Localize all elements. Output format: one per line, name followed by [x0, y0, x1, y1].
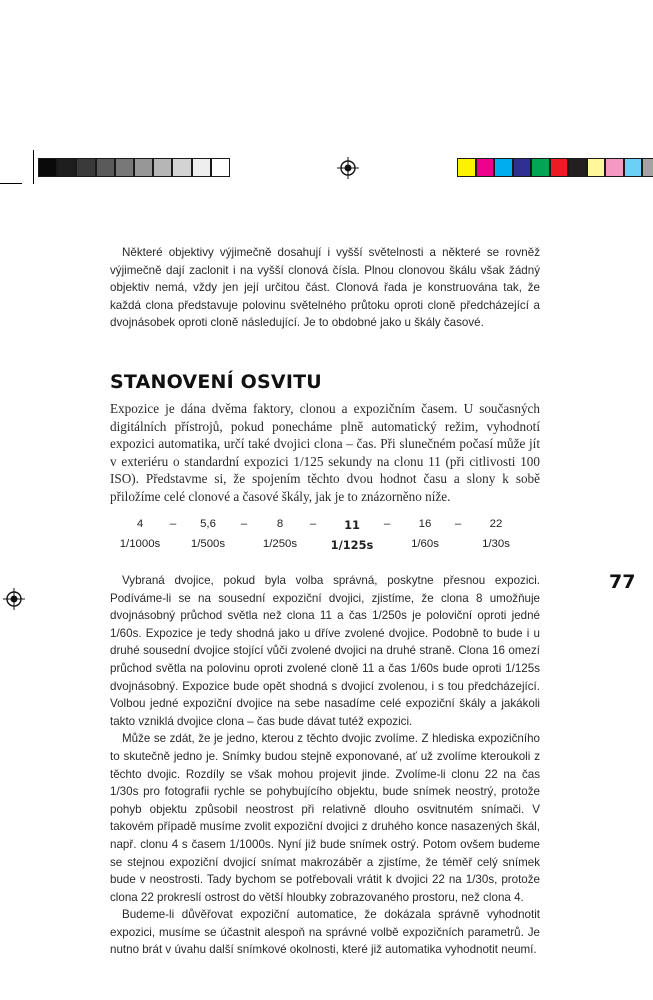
color-swatch: [550, 158, 569, 177]
color-swatch: [642, 158, 653, 177]
color-swatch: [457, 158, 476, 177]
gray-swatch: [76, 158, 95, 177]
color-swatch: [513, 158, 532, 177]
time-value-selected: 1/125s: [330, 538, 374, 552]
color-swatch: [587, 158, 606, 177]
aperture-value: 8: [276, 518, 284, 530]
time-value: 1/500s: [190, 538, 226, 550]
gray-swatch: [57, 158, 76, 177]
gray-swatch: [115, 158, 134, 177]
intro-paragraph: Některé objektivy výjimečně dosahují i vyšší světelnosti a některé se rovněž výjimečně dají zaclonit i na vyšší clonová čísla. Plnou clonovou škálu však žádný objektiv nemá, vždy jen její určitou část. Clonová řada je konstruována tak, že každá clona představuje polovinu světelného průtoku oproti cloně předcházející a dvojnásobek oproti cloně následující. Je to obdobné jako u škály časové.: [110, 246, 540, 330]
time-value: 1/60s: [411, 538, 439, 550]
time-value: 1/1000s: [119, 538, 161, 550]
scale-dash: –: [454, 518, 462, 530]
color-swatch: [568, 158, 587, 177]
registration-mark-icon: [337, 157, 359, 179]
gray-swatch: [211, 158, 230, 177]
gray-swatch: [172, 158, 191, 177]
gray-swatch: [38, 158, 57, 177]
gray-swatch: [134, 158, 153, 177]
aperture-value: 22: [489, 518, 503, 530]
body-paragraph: Vybraná dvojice, pokud byla volba správná, poskytne přesnou expozici. Podíváme-li se na sousední expoziční dvojici, zjistíme, že clona 8 umožňuje dvojnásobný průchod světla než clona 11 a čas 1/250s je poloviční oproti jedné 1/60s. Expozice je tedy shodná jako u dříve zvolené dvojice. Podobně to bude i u druhé sousední dvojice stojící vůči zvolené dvojici na druhé straně. Clona 16 omezí průchod světla na polovinu oproti zvolené cloně 11 a čas 1/60s bude oproti 1/125s dvojnásobný. Expozice bude opět shodná s dvojicí zvolenou, i s tou předcházející. Volbou jedné expoziční dvojice na sebe nasadíme celé expoziční škály a jakákoli takto vzniklá dvojice clona – čas bude dávat tutéž expozici.: [110, 574, 540, 728]
aperture-value: 5,6: [200, 518, 216, 530]
aperture-value: 4: [136, 518, 144, 530]
exposure-scale-table: [110, 518, 540, 558]
body-paragraph: Budeme-li důvěřovat expoziční automatice, že dokázala správně vyhodnotit expozici, musíme se účastnit alespoň na správné volbě expozičních parametrů. Je nutno brát v úvahu další snímkové okolnosti, které již automatika vyhodnotit neumí.: [110, 908, 540, 957]
registration-mark-icon: [3, 588, 25, 610]
gray-swatch: [96, 158, 115, 177]
scale-dash: –: [383, 518, 391, 530]
color-swatch: [624, 158, 643, 177]
section-heading: STANOVENÍ OSVITU: [110, 371, 322, 393]
scale-dash: –: [169, 518, 177, 530]
gray-swatch: [192, 158, 211, 177]
scale-dash: –: [309, 518, 317, 530]
crop-mark-vertical: [33, 150, 34, 184]
aperture-value-selected: 11: [344, 518, 360, 532]
time-value: 1/30s: [482, 538, 510, 550]
page-number: 77: [609, 571, 636, 593]
body-text-block: [110, 572, 540, 959]
color-swatch: [531, 158, 550, 177]
section-paragraph-block: [110, 400, 540, 506]
gray-swatch: [153, 158, 172, 177]
intro-paragraph-block: [110, 244, 540, 332]
section-paragraph: Expozice je dána dvěma faktory, clonou a expozičním časem. U současných digitálních přístrojů, pokud ponecháme plně automatický režim, vyhodnotí expozici automatika, určí také dvojici clona – čas. Při slunečném počasí může jít v exteriéru o standardní expozici 1/125 sekundy na clonu 11 (při citlivosti 100 ISO). Představme si, že spojením těchto dvou hodnot času a slony k sobě přiložíme celé clonové a časové škály, jak je to znázorněno níže.: [110, 401, 540, 504]
color-swatch: [476, 158, 495, 177]
body-paragraph: Může se zdát, že je jedno, kterou z těchto dvojic zvolíme. Z hlediska expozičního to skutečně jedno je. Snímky budou stejně exponované, ať už zvolíme kteroukoli z těchto dvojic. Rozdíly se však mohou projevit jinde. Zvolíme-li clonu 22 na čas 1/30s pro fotografii rychle se pohybujícího objektu, bude snímek neostrý, protože pohyb objektu způsobil neostrost při relativně dlouho osvitnutém snímači. V takovém případě musíme zvolit expoziční dvojici z druhého konce nasazených škál, např. clonu 4 s časem 1/1000s. Nyní již bude snímek ostrý. Potom ovšem budeme se stejnou expoziční dvojicí snímat makrozáběr a zjistíme, že téměř celý snímek bude v neostrosti. Tady bychom se potřebovali vrátit k dvojici 22 na 1/30s, protože clona 22 prokreslí ostrost do větší hloubky zobrazovaného prostoru, než clona 4.: [110, 732, 540, 904]
crop-mark-horizontal: [0, 183, 22, 184]
scale-dash: –: [240, 518, 248, 530]
aperture-value: 16: [418, 518, 432, 530]
color-swatch: [605, 158, 624, 177]
time-value: 1/250s: [262, 538, 298, 550]
color-swatch: [494, 158, 513, 177]
